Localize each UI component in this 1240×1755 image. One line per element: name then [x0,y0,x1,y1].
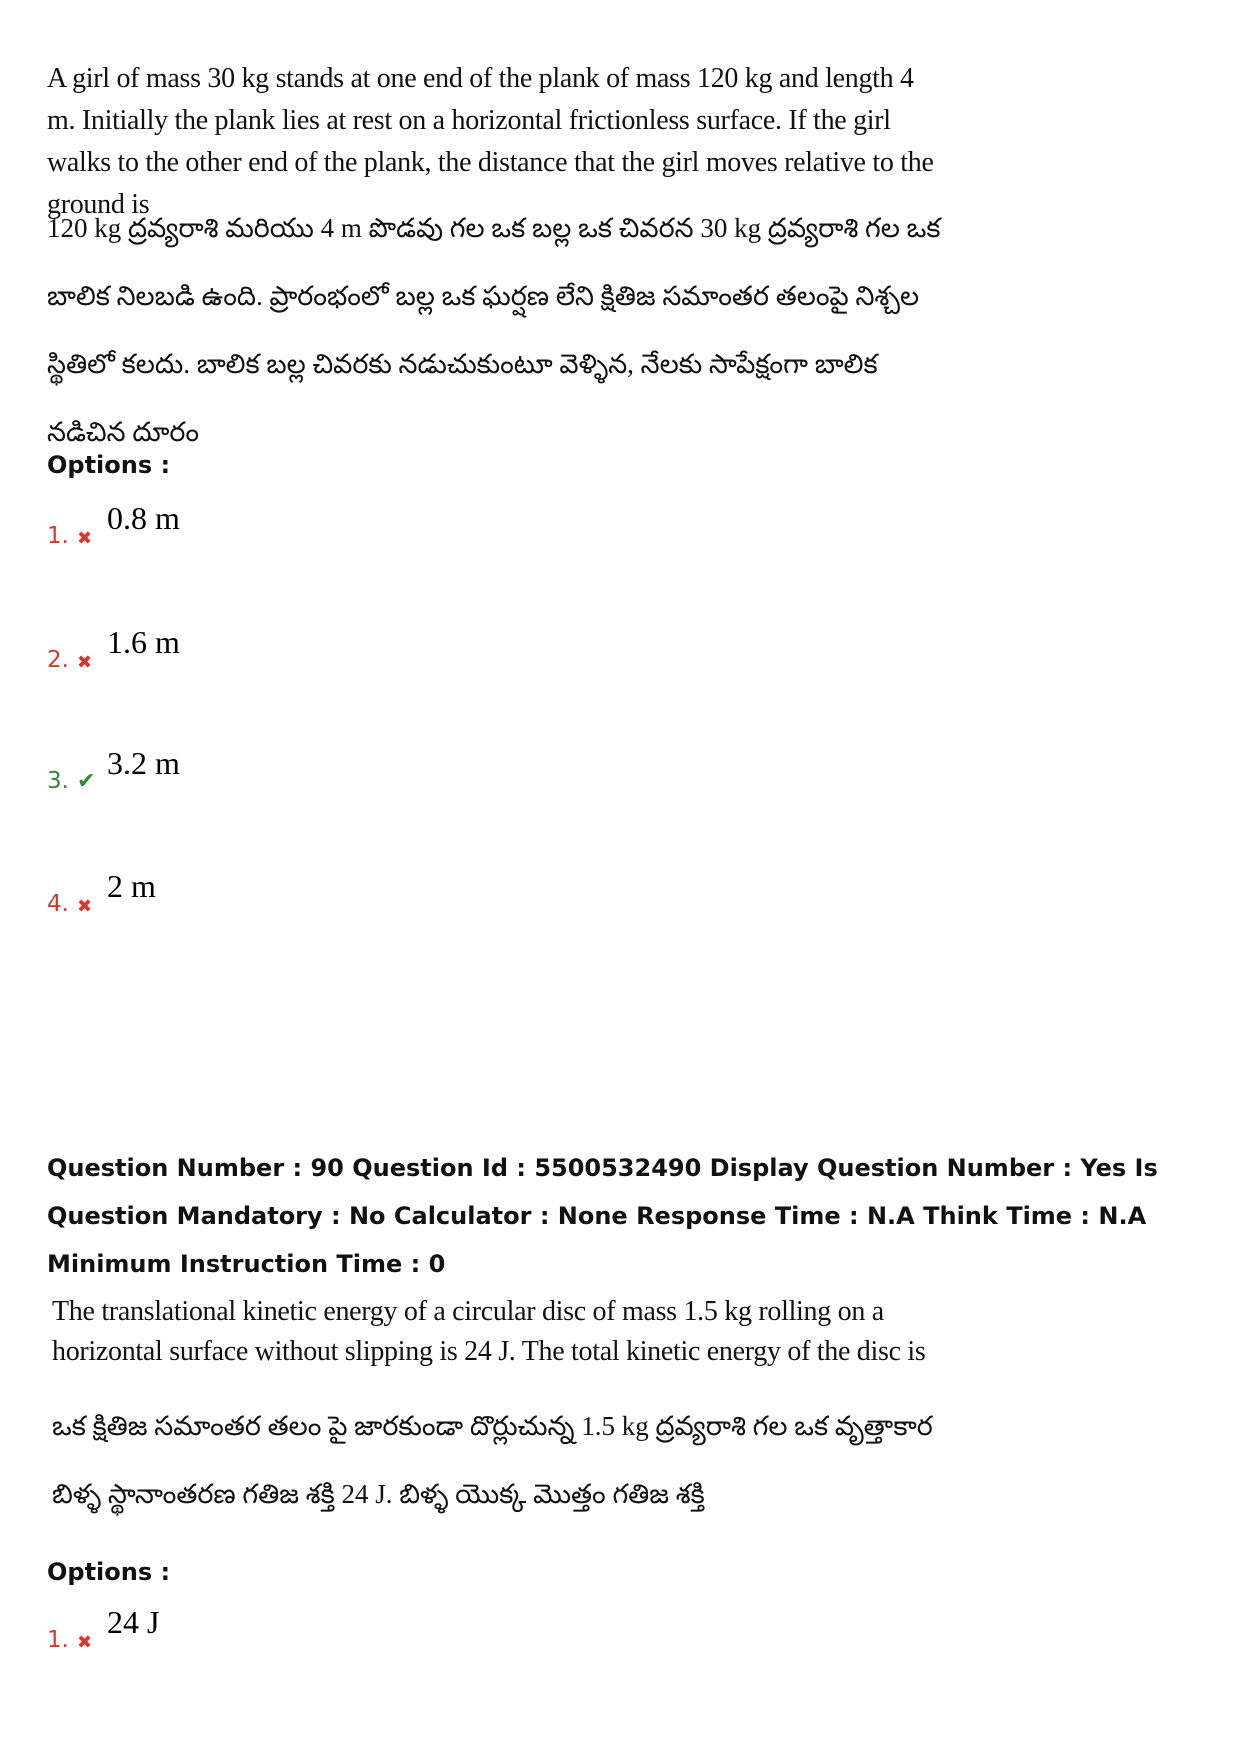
option-value: 3.2 m [107,745,180,781]
options-label: Options : [47,1558,171,1586]
question-text-telugu: 120 kg ద్రవ్యరాశి మరియు 4 m పొడవు గల ఒక బల్ల ఒక చివరన 30 kg ద్రవ్యరాశి గల ఒక బాలిక నిలబడి ఉంది. ప్రారంభంలో బల్ల ఒక ఘర్షణ లేని క్షితిజ సమాంతర తలంపై నిశ్చల స్థితిలో కలదు. బాలిక బల్ల చివరకు నడుచుకుంటూ వెళ్ళిన, నేలకు సాపేక్షంగా బాలిక నడిచిన దూరం [47,213,941,447]
option-4 [47,868,156,917]
question-metadata: Question Number : 90 Question Id : 5500532490 Display Question Number : Yes Is Question Mandatory : No Calculator : None Response Time : N.A Think Time : N.A Minimum Instruction Time : 0 [47,1154,1158,1278]
option-number: 4. [47,891,69,917]
option-number: 3. [47,768,69,794]
correct-check-icon: ✔ [77,769,96,794]
question-text-english: A girl of mass 30 kg stands at one end of the plank of mass 120 kg and length 4 m. Initially the plank lies at rest on a horizontal frictionless surface. If the girl walks to the other end of the plank, the distance that the girl moves relative to the ground is [47,63,934,220]
option-1 [47,500,180,549]
option-value: 1.6 m [107,624,180,660]
option-value: 24 J [107,1604,160,1640]
option-number: 1. [47,1627,69,1653]
question-text-english: The translational kinetic energy of a circular disc of mass 1.5 kg rolling on a horizontal surface without slipping is 24 J. The total kinetic energy of the disc is [52,1296,926,1367]
option-value: 0.8 m [107,500,180,536]
option-2 [47,624,180,673]
option-value: 2 m [107,868,156,904]
wrong-mark-icon: ✖ [77,652,93,673]
option-3 [47,745,180,794]
option-number: 2. [47,647,69,673]
question-text-telugu: ఒక క్షితిజ సమాంతర తలం పై జారకుండా దొర్లుచున్న 1.5 kg ద్రవ్యరాశి గల ఒక వృత్తాకార బిళ్ళ స్థానాంతరణ గతిజ శక్తి 24 J. బిళ్ళ యొక్క మొత్తం గతిజ శక్తి [52,1411,933,1509]
option-number: 1. [47,523,69,549]
wrong-mark-icon: ✖ [77,1632,93,1653]
option-1 [47,1604,159,1653]
wrong-mark-icon: ✖ [77,896,93,917]
wrong-mark-icon: ✖ [77,528,93,549]
options-label: Options : [47,451,171,479]
